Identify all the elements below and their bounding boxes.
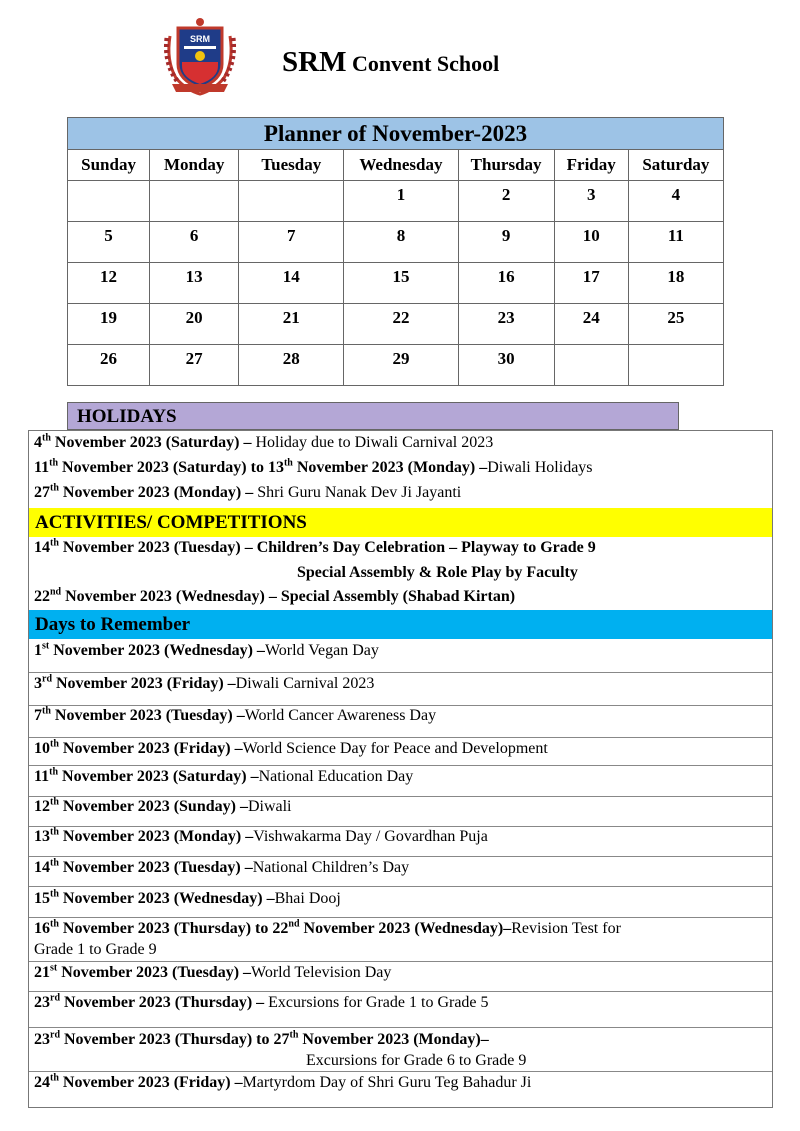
line-b1: November 2023 (Tuesday) – [57, 964, 252, 981]
holiday-item [34, 459, 593, 477]
school-name [282, 46, 499, 79]
calendar-title: Planner of November-2023 [68, 118, 724, 150]
line-text: Holiday due to Diwali Carnival 2023 [255, 434, 494, 451]
line-d1: 3 [34, 675, 42, 692]
calendar-day-cell: 1 [344, 181, 458, 222]
calendar-day-cell: 26 [68, 345, 150, 386]
calendar-day-cell: 23 [458, 304, 554, 345]
line-text: Diwali [247, 798, 292, 815]
activity-item-continued [297, 564, 578, 582]
calendar-day-cell: 9 [458, 222, 554, 263]
school-logo [162, 16, 238, 96]
line-b1: November 2023 (Sunday) – [58, 798, 248, 815]
line-s1: th [50, 537, 59, 549]
line-b2: November 2023 (Monday)– [298, 1031, 489, 1048]
line-b1: November 2023 (Thursday) to 22 [58, 920, 289, 937]
line-d1: 15 [34, 890, 50, 907]
row-divider [29, 917, 772, 918]
remember-item [34, 798, 292, 816]
line-s1: th [50, 826, 59, 838]
remember-item [34, 642, 379, 660]
remember-item [34, 740, 548, 758]
line-b1: November 2023 (Saturday) – [58, 768, 259, 785]
logo-text: SRM [190, 34, 210, 44]
line-s1: th [42, 705, 51, 717]
line-s1: st [50, 962, 58, 974]
row-divider [29, 737, 772, 738]
line-d1: 10 [34, 740, 50, 757]
calendar-day-cell: 15 [344, 263, 458, 304]
line-s1: rd [50, 992, 60, 1004]
day-header-tuesday: Tuesday [239, 150, 344, 181]
remember-item [34, 994, 489, 1012]
remember-item [34, 828, 488, 846]
line-b1: November 2023 (Tuesday) – Children’s Day Celebration – Playway to Grade 9 [58, 539, 596, 556]
line-s1: th [50, 482, 59, 494]
day-header-monday: Monday [150, 150, 239, 181]
calendar-day-cell: 4 [628, 181, 723, 222]
calendar-day-cell: 7 [239, 222, 344, 263]
calendar-day-cell [150, 181, 239, 222]
line-s1: st [42, 640, 50, 652]
line-b1: November 2023 (Wednesday) – [58, 890, 275, 907]
calendar-day-cell: 10 [554, 222, 628, 263]
line-s1: th [49, 457, 59, 469]
calendar-day-cell: 8 [344, 222, 458, 263]
line-d1: 1 [34, 642, 42, 659]
line-b1: November 2023 (Thursday) – [60, 994, 269, 1011]
calendar-day-cell: 16 [458, 263, 554, 304]
row-divider [29, 705, 772, 706]
line-text: Vishwakarma Day / Govardhan Puja [253, 828, 488, 845]
line-b2: November 2023 (Wednesday)– [299, 920, 512, 937]
remember-item [34, 859, 409, 877]
line-b1: November 2023 (Friday) – [58, 740, 243, 757]
line-d1: 22 [34, 588, 50, 605]
line-b1: November 2023 (Wednesday) – Special Assembly (Shabad Kirtan) [61, 588, 516, 605]
row-divider [29, 826, 772, 827]
calendar-day-cell: 11 [628, 222, 723, 263]
line-d1: 4 [34, 434, 42, 451]
holidays-heading: HOLIDAYS [67, 402, 679, 430]
remember-item [34, 964, 391, 982]
line-d1: 11 [34, 459, 50, 476]
row-divider [29, 1027, 772, 1028]
calendar-day-cell: 28 [239, 345, 344, 386]
line-s2: th [283, 457, 293, 469]
remember-item [34, 890, 341, 908]
line-b1: November 2023 (Saturday) to 13 [58, 459, 284, 476]
line-d1: 13 [34, 828, 50, 845]
remember-item-continued: Grade 1 to Grade 9 [34, 941, 157, 958]
line-s1: th [50, 796, 59, 808]
day-header-sunday: Sunday [68, 150, 150, 181]
calendar-day-cell [628, 345, 723, 386]
line-text: National Children’s Day [252, 859, 410, 876]
day-header-wednesday: Wednesday [344, 150, 458, 181]
line-d1: 21 [34, 964, 50, 981]
calendar-day-cell: 22 [344, 304, 458, 345]
line-text: Shri Guru Nanak Dev Ji Jayanti [257, 484, 462, 501]
line-s1: th [50, 918, 59, 930]
remember-item [34, 1074, 531, 1092]
line-d1: 14 [34, 539, 50, 556]
calendar-day-cell: 12 [68, 263, 150, 304]
line-text: Excursions for Grade 1 to Grade 5 [268, 994, 489, 1011]
november-calendar [67, 117, 724, 386]
line-s1: nd [50, 586, 62, 598]
line-b1: November 2023 (Tuesday) – [58, 859, 253, 876]
calendar-day-cell: 3 [554, 181, 628, 222]
remember-item [34, 707, 436, 725]
line-text: Martyrdom Day of Shri Guru Teg Bahadur Ji [242, 1074, 532, 1091]
row-divider [29, 765, 772, 766]
calendar-day-cell: 18 [628, 263, 723, 304]
holiday-item [34, 434, 493, 452]
line-text: World Science Day for Peace and Development [242, 740, 548, 757]
line-text: National Education Day [258, 768, 414, 785]
line-s1: th [50, 1072, 59, 1084]
calendar-day-cell: 30 [458, 345, 554, 386]
line-d1: 12 [34, 798, 50, 815]
line-d1: 7 [34, 707, 42, 724]
activities-heading: ACTIVITIES/ COMPETITIONS [29, 508, 772, 537]
calendar-day-cell [68, 181, 150, 222]
line-d1: 23 [34, 1031, 50, 1048]
row-divider [29, 886, 772, 887]
line-s1: th [50, 888, 59, 900]
calendar-week-row [68, 181, 724, 222]
line-b1: November 2023 (Friday) – [52, 675, 236, 692]
calendar-day-cell: 5 [68, 222, 150, 263]
row-divider [29, 856, 772, 857]
calendar-week-row [68, 263, 724, 304]
line-b1: November 2023 (Thursday) to 27 [60, 1031, 290, 1048]
holiday-item [34, 484, 461, 502]
remember-item [34, 768, 413, 786]
day-header-thursday: Thursday [458, 150, 554, 181]
remember-item [34, 1031, 489, 1049]
line-b1: November 2023 (Monday) – [58, 484, 258, 501]
line-text: Diwali Holidays [487, 459, 593, 476]
calendar-week-row [68, 222, 724, 263]
calendar-day-cell: 21 [239, 304, 344, 345]
calendar-week-row [68, 345, 724, 386]
line-d1: 16 [34, 920, 50, 937]
day-header-friday: Friday [554, 150, 628, 181]
line-text: Bhai Dooj [274, 890, 341, 907]
calendar-day-cell: 27 [150, 345, 239, 386]
calendar-day-cell: 13 [150, 263, 239, 304]
line-d1: 27 [34, 484, 50, 501]
remember-item [34, 675, 374, 693]
line-b1: November 2023 (Tuesday) – [50, 707, 245, 724]
days-to-remember-heading: Days to Remember [29, 610, 772, 639]
line-text: World Television Day [251, 964, 392, 981]
remember-item [34, 920, 621, 938]
calendar-day-cell: 17 [554, 263, 628, 304]
row-divider [29, 991, 772, 992]
line-d1: 11 [34, 768, 50, 785]
line-d1: 14 [34, 859, 50, 876]
line-s1: th [50, 738, 59, 750]
remember-item-continued: Excursions for Grade 6 to Grade 9 [306, 1052, 527, 1069]
line-d1: 23 [34, 994, 50, 1011]
line-b2: November 2023 (Monday) – [292, 459, 488, 476]
calendar-day-cell: 2 [458, 181, 554, 222]
line-s2: nd [288, 918, 300, 930]
line-text: World Cancer Awareness Day [244, 707, 437, 724]
activity-item [34, 539, 596, 557]
line-d1: 24 [34, 1074, 50, 1091]
line-s1: th [42, 432, 51, 444]
line-b1: November 2023 (Friday) – [58, 1074, 243, 1091]
calendar-day-cell [554, 345, 628, 386]
calendar-day-cell: 14 [239, 263, 344, 304]
calendar-day-cell [239, 181, 344, 222]
line-text: Revision Test for [511, 920, 621, 937]
calendar-day-cell: 20 [150, 304, 239, 345]
line-s1: rd [50, 1029, 60, 1041]
row-divider [29, 796, 772, 797]
calendar-week-row [68, 304, 724, 345]
row-divider [29, 1071, 772, 1072]
row-divider [29, 961, 772, 962]
line-b1: Special Assembly & Role Play by Faculty [297, 564, 578, 581]
activity-item [34, 588, 515, 606]
school-name-rest: Convent School [346, 51, 500, 76]
calendar-day-cell: 24 [554, 304, 628, 345]
line-b1: November 2023 (Wednesday) – [49, 642, 265, 659]
calendar-day-cell: 19 [68, 304, 150, 345]
calendar-day-cell: 6 [150, 222, 239, 263]
line-s2: th [289, 1029, 299, 1041]
line-text: World Vegan Day [264, 642, 379, 659]
day-header-saturday: Saturday [628, 150, 723, 181]
line-s1: rd [42, 673, 52, 685]
school-name-big: SRM [282, 46, 347, 78]
line-b1: November 2023 (Saturday) – [50, 434, 256, 451]
calendar-day-cell: 29 [344, 345, 458, 386]
line-s1: th [49, 766, 59, 778]
line-text: Diwali Carnival 2023 [235, 675, 375, 692]
line-b1: November 2023 (Monday) – [58, 828, 254, 845]
calendar-day-cell: 25 [628, 304, 723, 345]
line-s1: th [50, 857, 59, 869]
row-divider [29, 672, 772, 673]
